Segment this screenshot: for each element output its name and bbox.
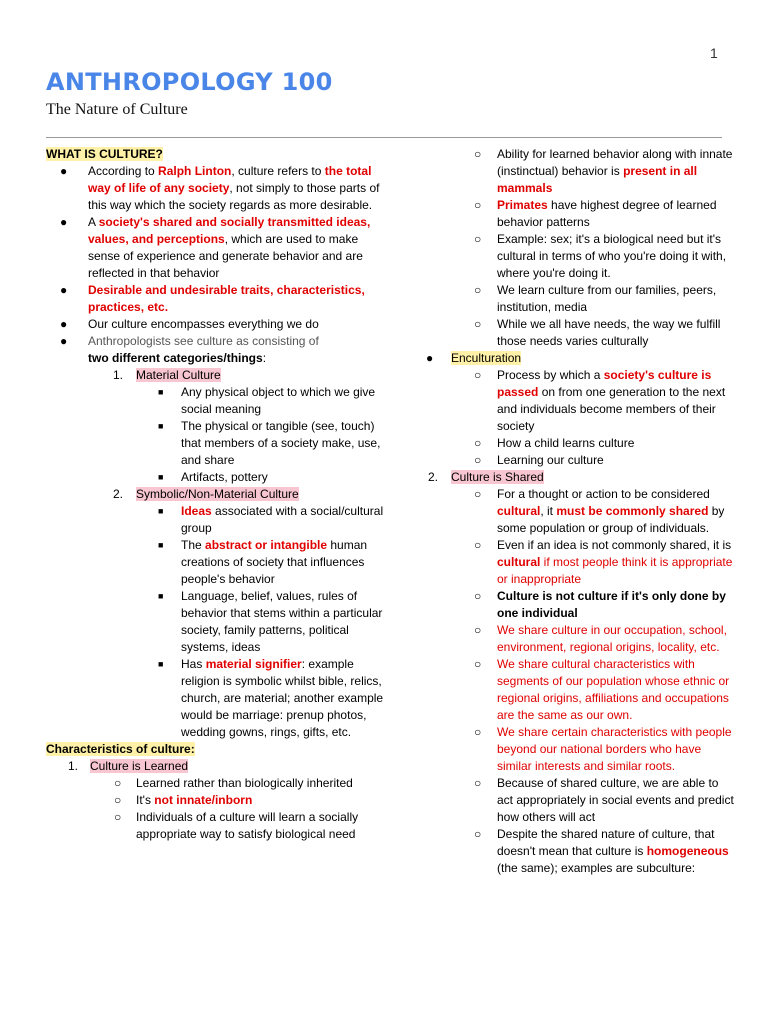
sub-item: ○ We share cultural characteristics with segments of our population whose ethnic or regional origins, affiliations and occupations are the same as our own. [474,657,730,722]
section-heading: WHAT IS CULTURE? [46,147,163,161]
list-item: ● Enculturation [426,351,522,365]
circle-marker: ○ [474,453,482,467]
characteristics-heading: Characteristics of culture: [46,742,195,756]
sub-item: ○ Individuals of a culture will learn a socially appropriate way to satisfy biological need [114,810,359,841]
sub-item: ■ Ideas associated with a social/cultural group [158,504,384,535]
circle-marker: ○ [474,725,482,739]
square-marker: ■ [158,472,164,482]
document-subtitle: The Nature of Culture [46,101,188,118]
circle-marker: ○ [474,436,482,450]
bullet-marker: ● [426,351,434,365]
circle-marker: ○ [114,776,122,790]
sub-item: ■ Language, belief, values, rules of behavior that stems within a particular society, family patterns, political systems, ideas [158,589,383,654]
circle-marker: ○ [474,776,482,790]
circle-marker: ○ [474,827,482,841]
sub-item: ○ Despite the shared nature of culture, that doesn't mean that culture is homogeneous (the same); examples are subculture: [474,827,729,875]
sub-item: ○ While we all have needs, the way we fulfill those needs varies culturally [474,317,721,348]
circle-marker: ○ [474,589,482,603]
circle-marker: ○ [474,317,482,331]
right-column [414,146,734,877]
list-item: ● Our culture encompasses everything we do [60,317,319,331]
circle-marker: ○ [474,368,482,382]
bullet-marker: ● [60,317,68,331]
numbered-item: 1. Culture is Learned [68,759,189,773]
list-item: ● Anthropologists see culture as consisting of two different categories/things: [60,334,319,365]
list-item: ● Desirable and undesirable traits, characteristics, practices, etc. [60,283,365,314]
bullet-marker: ● [60,164,68,178]
circle-marker: ○ [474,623,482,637]
square-marker: ■ [158,591,164,601]
circle-marker: ○ [474,487,482,501]
sub-item: ○ Even if an idea is not commonly shared, it is cultural if most people think it is appropriate or inappropriate [474,538,733,586]
sub-item: ○ Learned rather than biologically inherited [114,776,353,790]
sub-item: ○ We share culture in our occupation, school, environment, regional origins, locality, etc. [474,623,727,654]
bullet-marker: ● [60,215,68,229]
divider [46,137,722,138]
document-title: ANTHROPOLOGY 100 [46,68,333,96]
square-marker: ■ [158,540,164,550]
square-marker: ■ [158,387,164,397]
sub-item: ■ Artifacts, pottery [158,470,268,484]
circle-marker: ○ [114,793,122,807]
numbered-item: 2. Symbolic/Non-Material Culture [113,487,299,501]
sub-item: ○ Example: sex; it's a biological need but it's cultural in terms of who you're doing it with, where you're doing it. [474,232,727,280]
sub-item: ○ Because of shared culture, we are able to act appropriately in social events and predict how others will act [474,776,734,824]
list-item: ● A society's shared and socially transmitted ideas, values, and perceptions, which are used to make sense of experience and generate behavior and are reflected in that behavior [60,215,371,280]
sub-item: ■ The physical or tangible (see, touch) that members of a society make, use, and share [158,419,381,467]
bullet-marker: ● [60,334,68,348]
circle-marker: ○ [474,232,482,246]
square-marker: ■ [158,506,164,516]
numbered-item: 1. Material Culture [113,368,221,382]
circle-marker: ○ [474,283,482,297]
sub-item: ○ Learning our culture [474,453,604,467]
sub-item: ○ It's not innate/inborn [114,793,253,807]
circle-marker: ○ [474,657,482,671]
circle-marker: ○ [114,810,122,824]
sub-item: ○ Primates have highest degree of learned behavior patterns [474,198,717,229]
numbered-item: 2. Culture is Shared [428,470,544,484]
sub-item: ○ For a thought or action to be considered cultural, it must be commonly shared by some population or group of individuals. [474,487,725,535]
sub-item: ○ Process by which a society's culture is passed on from one generation to the next and individuals become members of their society [474,368,726,433]
sub-item: ■ Has material signifier: example religion is symbolic whilst bible, relics, church, are material; another example would be marriage: prenup photos, wedding gowns, rings, gifts, etc. [158,657,384,739]
sub-item: ○ We learn culture from our families, peers, institution, media [474,283,717,314]
sub-item: ■ Any physical object to which we give social meaning [158,385,376,416]
square-marker: ■ [158,659,164,669]
list-item: ● According to Ralph Linton, culture refers to the total way of life of any society, not simply to those parts of this way which the society regards as more desirable. [60,164,380,212]
circle-marker: ○ [474,147,482,161]
circle-marker: ○ [474,538,482,552]
square-marker: ■ [158,421,164,431]
left-column [46,146,386,843]
sub-item: ○ Ability for learned behavior along with innate (instinctual) behavior is present in all mammals [474,147,733,195]
sub-item: ■ The abstract or intangible human creations of society that influences people's behavior [158,538,368,586]
circle-marker: ○ [474,198,482,212]
sub-item: ○ We share certain characteristics with people beyond our national borders who have similar interests and similar roots. [474,725,732,773]
sub-item: ○ How a child learns culture [474,436,635,450]
bullet-marker: ● [60,283,68,297]
sub-item: ○ Culture is not culture if it's only done by one individual [474,589,726,620]
page-number: 1 [710,45,718,61]
